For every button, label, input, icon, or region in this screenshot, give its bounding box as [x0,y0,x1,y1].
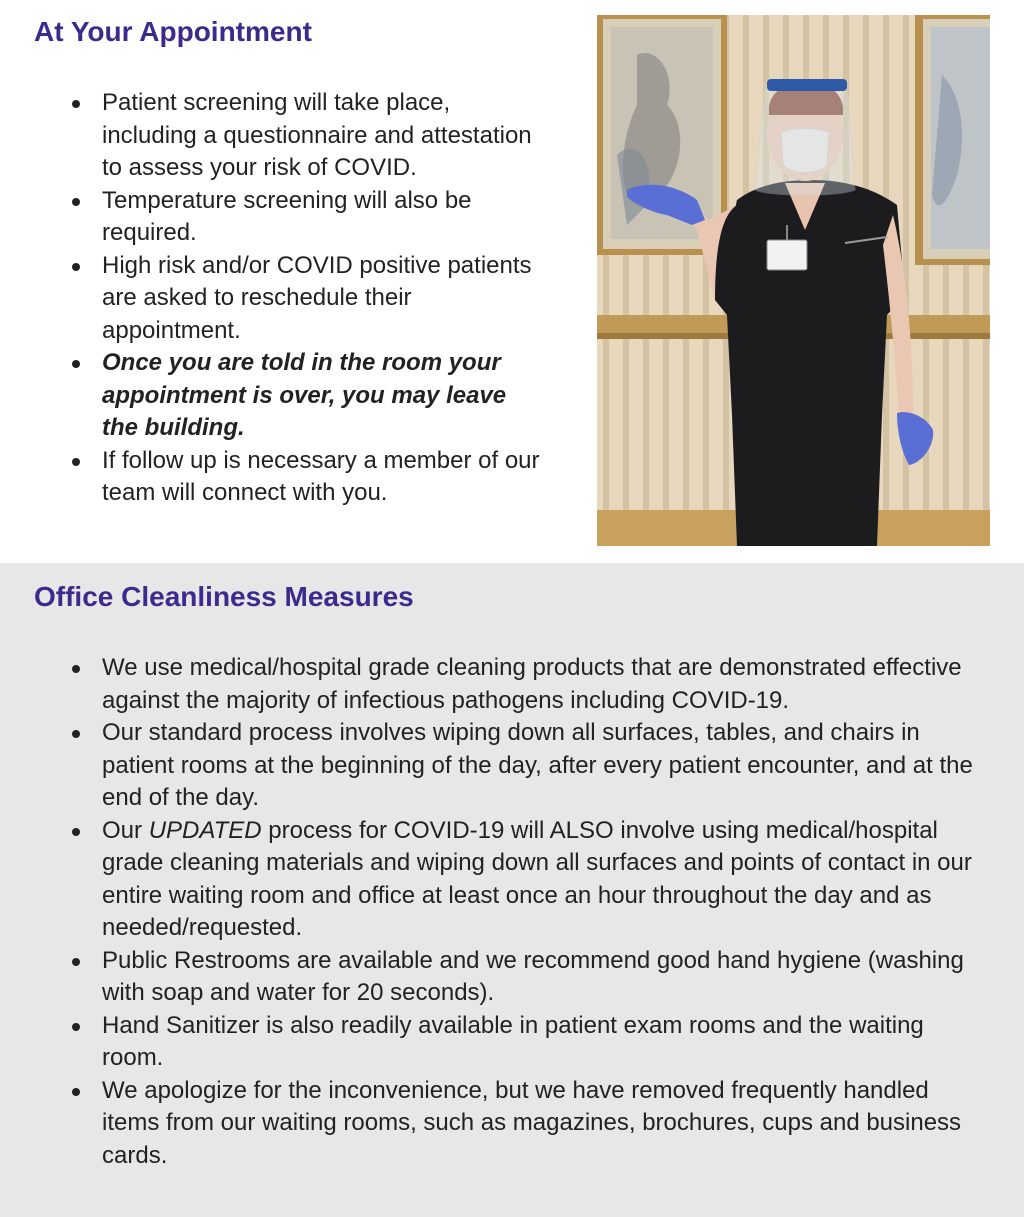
emphasis-text: UPDATED [148,816,262,844]
list-item-text: process for COVID-19 will ALSO involve using medical/hospital grade cleaning materials and wiping down all surfaces and points of contact in our entire waiting room and office at least once an hour throughout the day and as needed/requested. [102,816,972,941]
list-item: Our standard process involves wiping down all surfaces, tables, and chairs in patient rooms at the beginning of the day, after every patient encounter, and at the end of the day. [72,717,982,815]
list-item: We use medical/hospital grade cleaning products that are demonstrated effective against the majority of infectious pathogens including COVID-19. [72,652,982,717]
list-item: We apologize for the inconvenience, but we have removed frequently handled items from our waiting rooms, such as magazines, brochures, cups and business cards. [72,1075,982,1173]
list-item: Hand Sanitizer is also readily available in patient exam rooms and the waiting room. [72,1010,982,1075]
list-item: Patient screening will take place, including a questionnaire and attestation to assess your risk of COVID. [72,87,542,185]
list-item [72,815,982,945]
appointment-section [0,0,1024,563]
list-item: High risk and/or COVID positive patients are asked to reschedule their appointment. [72,250,542,348]
list-item: Public Restrooms are available and we recommend good hand hygiene (washing with soap and water for 20 seconds). [72,945,982,1010]
cleanliness-heading: Office Cleanliness Measures [34,581,414,612]
staff-photo-illustration [597,15,990,546]
list-item: If follow up is necessary a member of our team will connect with you. [72,445,542,510]
list-item: Once you are told in the room your appointment is over, you may leave the building. [72,347,542,445]
list-item: Temperature screening will also be required. [72,185,542,250]
staff-photo [597,15,990,546]
list-item-text: Our [102,816,149,844]
appointment-list [72,87,542,510]
appointment-heading: At Your Appointment [34,16,312,47]
cleanliness-list [72,652,982,1172]
